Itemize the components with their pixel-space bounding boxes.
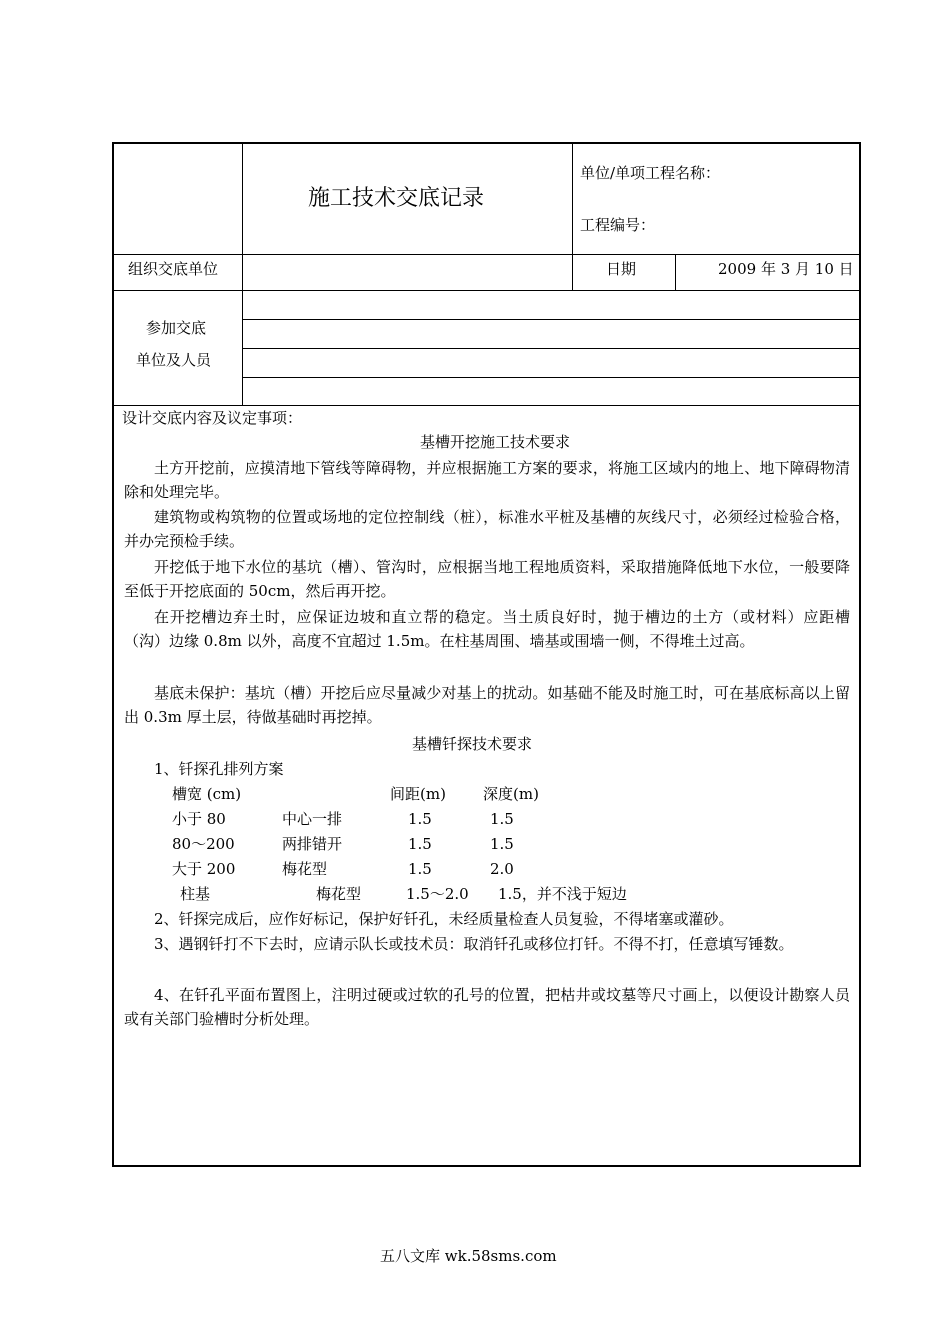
divider bbox=[572, 142, 573, 290]
participants-label-1: 参加交底 bbox=[146, 319, 207, 337]
page-title: 施工技术交底记录 bbox=[308, 186, 485, 211]
row-4-width: 柱基 bbox=[180, 885, 211, 903]
date-label: 日期 bbox=[606, 260, 637, 278]
row-2-layout: 两排错开 bbox=[282, 835, 343, 853]
row-1-spacing: 1.5 bbox=[408, 810, 432, 828]
divider bbox=[112, 290, 861, 291]
divider bbox=[112, 254, 861, 255]
row-2-spacing: 1.5 bbox=[408, 835, 432, 853]
item-1: 1、钎探孔排列方案 bbox=[154, 760, 284, 778]
row-4-layout: 梅花型 bbox=[316, 885, 362, 903]
col-depth-header: 深度(m) bbox=[483, 785, 539, 803]
participants-label-2: 单位及人员 bbox=[136, 351, 212, 369]
row-2-width: 80～200 bbox=[172, 835, 235, 853]
row-4-spacing: 1.5～2.0 bbox=[406, 885, 469, 903]
project-code-label: 工程编号： bbox=[580, 216, 656, 234]
project-name-label: 单位/单项工程名称： bbox=[580, 164, 721, 182]
footer-watermark: 五八文库 wk.58sms.com bbox=[380, 1247, 557, 1265]
divider bbox=[675, 254, 676, 290]
table-border-bottom bbox=[112, 1165, 861, 1167]
row-2-depth: 1.5 bbox=[490, 835, 514, 853]
org-unit-label: 组织交底单位 bbox=[128, 260, 219, 278]
divider bbox=[112, 405, 861, 406]
table-border-right bbox=[859, 142, 861, 1167]
content-intro: 设计交底内容及议定事项： bbox=[122, 409, 303, 427]
col-spacing-header: 间距(m) bbox=[390, 785, 446, 803]
divider bbox=[242, 377, 861, 378]
table-border-left bbox=[112, 142, 114, 1167]
row-3-depth: 2.0 bbox=[490, 860, 514, 878]
paragraph-3: 开挖低于地下水位的基坑（槽）、管沟时，应根据当地工程地质资料，采取措施降低地下水位，一般要降至低于开挖底面的 50cm，然后再开挖。 bbox=[124, 558, 850, 600]
section1-title: 基槽开挖施工技术要求 bbox=[420, 433, 571, 451]
row-1-layout: 中心一排 bbox=[282, 810, 343, 828]
item-3: 3、遇钢钎打不下去时，应请示队长或技术员：取消钎孔或移位打钎。不得不打，任意填写锤数。 bbox=[154, 935, 794, 953]
paragraph-1: 土方开挖前，应摸清地下管线等障碍物，并应根据施工方案的要求，将施工区域内的地上、地下障碍物清除和处理完毕。 bbox=[124, 459, 850, 501]
row-4-depth: 1.5，并不浅于短边 bbox=[498, 885, 627, 903]
date-value: 2009 年 3 月 10 日 bbox=[718, 260, 854, 278]
row-3-width: 大于 200 bbox=[172, 860, 236, 878]
divider bbox=[242, 348, 861, 349]
row-1-depth: 1.5 bbox=[490, 810, 514, 828]
divider bbox=[242, 319, 861, 320]
paragraph-4: 在开挖槽边弃土时，应保证边坡和直立帮的稳定。当土质良好时，抛于槽边的土方（或材料）应距槽（沟）边缘 0.8m 以外，高度不宜超过 1.5m。在柱基周围、墙基或围墙一侧，不得堆土过高。 bbox=[124, 608, 850, 650]
paragraph-2: 建筑物或构筑物的位置或场地的定位控制线（桩），标准水平桩及基槽的灰线尺寸，必须经过检验合格，并办完预检手续。 bbox=[124, 508, 850, 550]
section2-title: 基槽钎探技术要求 bbox=[412, 735, 533, 753]
col-width-header: 槽宽 (cm) bbox=[172, 785, 242, 803]
row-3-layout: 梅花型 bbox=[282, 860, 328, 878]
row-3-spacing: 1.5 bbox=[408, 860, 432, 878]
item-4: 4、在钎孔平面布置图上，注明过硬或过软的孔号的位置，把枯井或坟墓等尺寸画上，以便设计勘察人员或有关部门验槽时分析处理。 bbox=[124, 986, 850, 1028]
item-2: 2、钎探完成后，应作好标记，保护好钎孔，未经质量检查人员复验，不得堵塞或灌砂。 bbox=[154, 910, 734, 928]
table-border-top bbox=[112, 142, 861, 144]
divider bbox=[242, 142, 243, 405]
row-1-width: 小于 80 bbox=[172, 810, 226, 828]
paragraph-5: 基底未保护：基坑（槽）开挖后应尽量减少对基上的扰动。如基础不能及时施工时，可在基底标高以上留出 0.3m 厚土层，待做基础时再挖掉。 bbox=[124, 684, 850, 726]
